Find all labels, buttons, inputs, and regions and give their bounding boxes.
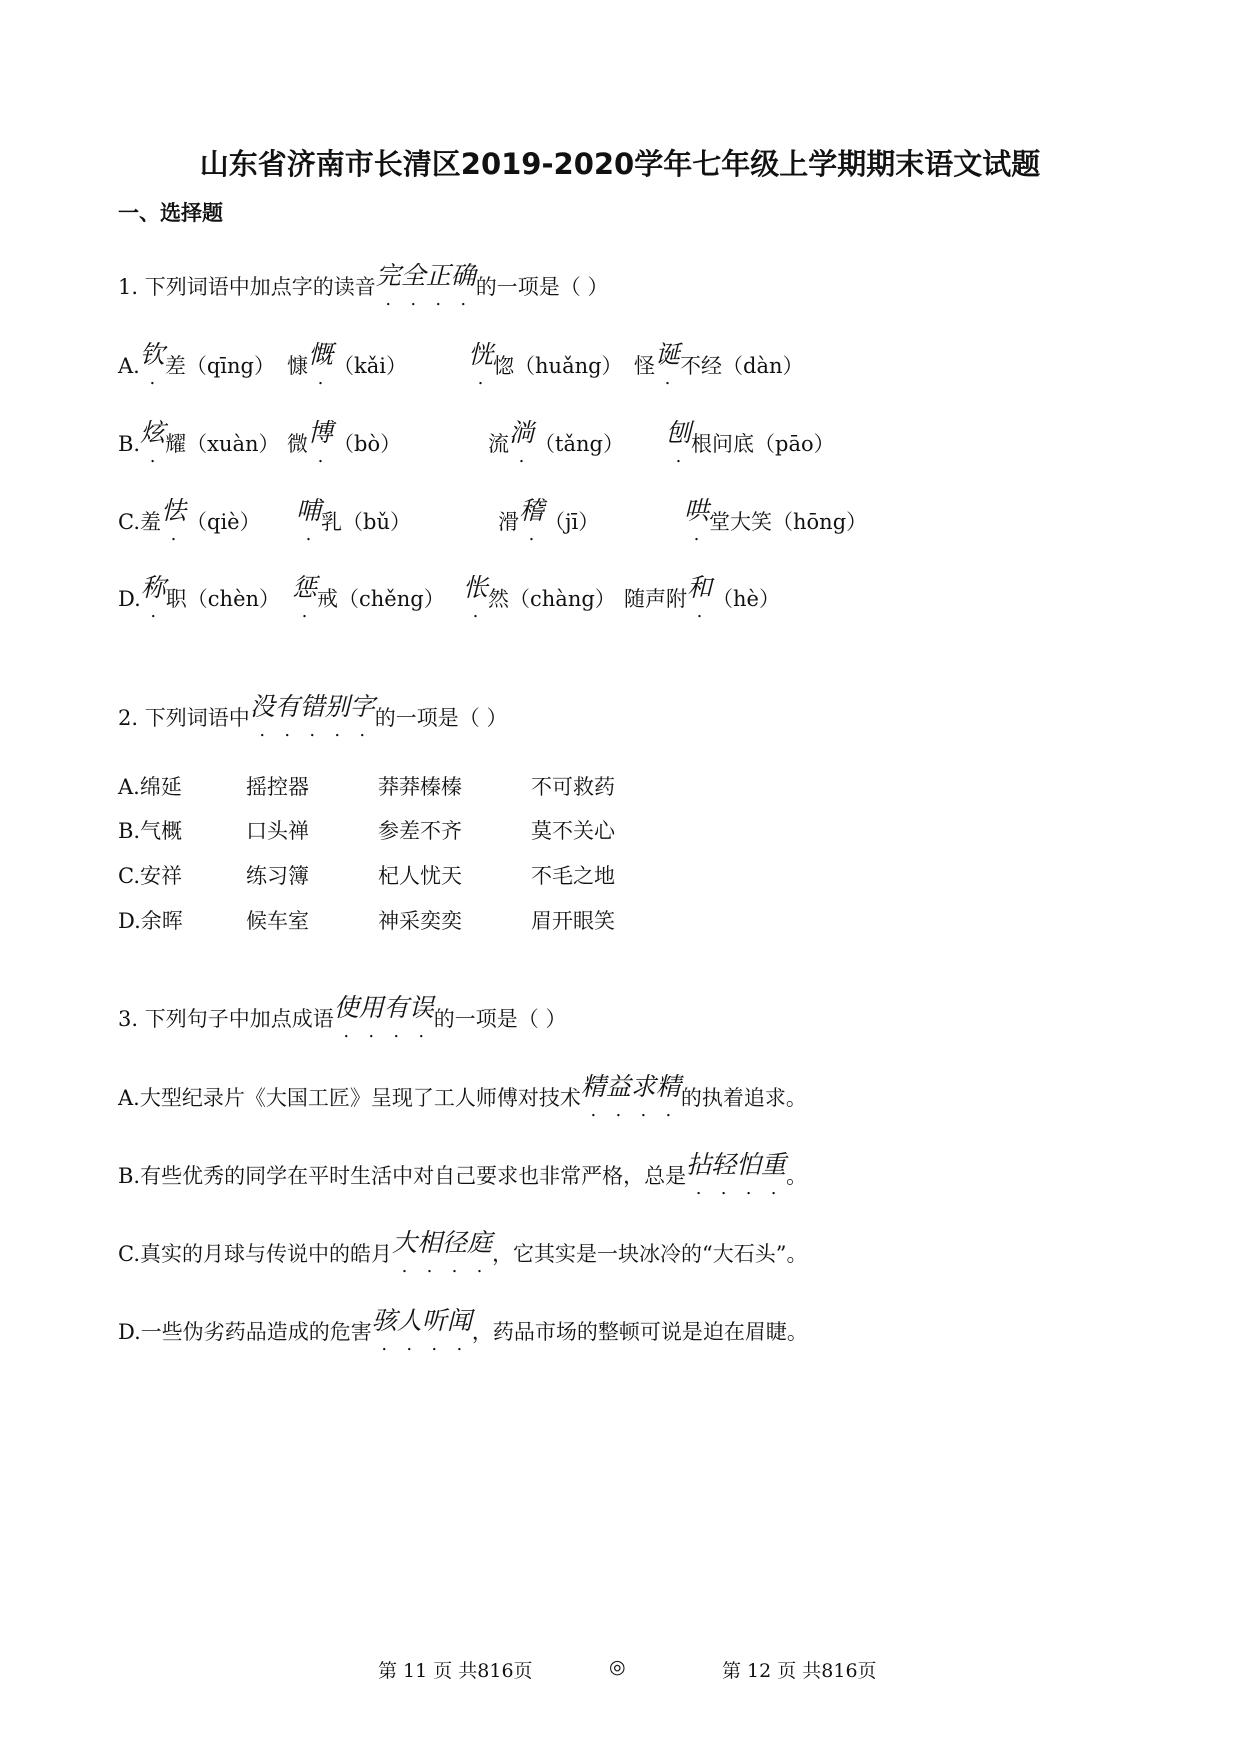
dotted-character [140, 340, 165, 369]
dotted-character [687, 573, 712, 602]
option-label: B. [118, 432, 141, 456]
option-word [684, 496, 868, 537]
question-2-stem-text: 2. 下列词语中 [118, 706, 250, 730]
question-2-word: 眉开眼笑 [531, 909, 615, 933]
idiom-char: 拈 [686, 1150, 712, 1179]
word-emph-char: 恍 [468, 340, 494, 369]
q2-emph-char: 别 [324, 692, 350, 721]
option-word [292, 573, 445, 614]
section-heading: 一、选择题 [118, 201, 223, 225]
question-2-word: 不可救药 [531, 775, 615, 799]
page-title: 山东省济南市长清区2019-2020学年七年级上学期期末语文试题 [199, 147, 1041, 181]
idiom-char: 庭 [467, 1228, 493, 1257]
question-2-word: 口头禅 [246, 819, 309, 843]
option-text-before: A.大型纪录片《大国工匠》呈现了工人师傅对技术 [118, 1086, 581, 1110]
question-1-stem-emphasis [376, 261, 476, 290]
footer-left-page: 第 11 页 共816页 [378, 1660, 533, 1682]
question-2-option-row [118, 771, 818, 801]
word-emph-char: 惩 [292, 573, 318, 602]
dotted-character [468, 340, 493, 369]
dotted-character [308, 418, 333, 447]
dotted-character [308, 340, 333, 369]
word-rest: 不经（dàn） [680, 354, 804, 378]
idiom-char: 益 [605, 1072, 631, 1101]
question-2-word: 摇控器 [246, 775, 309, 799]
word-rest: 乳（bǔ） [321, 510, 411, 534]
word-prefix: 羞 [140, 510, 161, 534]
word-emph-char: 刨 [666, 418, 692, 447]
idiom-char: 相 [417, 1228, 443, 1257]
question-2-word: 不毛之地 [531, 864, 615, 888]
question-3-stem-emphasis [334, 993, 434, 1022]
q2-emph-char: 字 [349, 692, 375, 721]
option-text-before: D.一些伪劣药品造成的危害 [118, 1320, 372, 1344]
idiom-char: 重 [761, 1150, 787, 1179]
option-word [624, 573, 780, 614]
q2-emph-char: 没 [249, 692, 275, 721]
word-emph-char: 哄 [684, 496, 710, 525]
idiom-char: 人 [396, 1306, 422, 1335]
word-emph-char: 博 [308, 418, 334, 447]
word-emph-char: 钦 [139, 340, 165, 369]
option-word [463, 573, 616, 614]
question-3-stem [118, 993, 567, 1034]
dotted-character [161, 496, 186, 525]
idiom-char: 轻 [711, 1150, 737, 1179]
idiom-char: 径 [442, 1228, 468, 1257]
dotted-character [463, 573, 488, 602]
word-rest: （kǎi） [333, 354, 407, 378]
option-label: C. [118, 510, 140, 534]
dotted-character [296, 496, 321, 525]
idiom-char: 怕 [736, 1150, 762, 1179]
word-emph-char: 怅 [463, 573, 489, 602]
option-word [287, 340, 407, 381]
word-prefix: 微 [287, 432, 308, 456]
q3-emph-char: 误 [408, 993, 434, 1022]
word-rest: （qiè） [186, 510, 261, 534]
option-word [666, 418, 835, 459]
word-emph-char: 怯 [161, 496, 187, 525]
question-3-option [118, 1228, 808, 1269]
footer-divider-symbol: ◎ [609, 1656, 626, 1678]
idiom-char: 求 [630, 1072, 656, 1101]
option-text-after: ，药品市场的整顿可说是迫在眉睫。 [471, 1320, 808, 1344]
option-word [287, 418, 402, 459]
word-rest: 戒（chěng） [317, 587, 445, 611]
option-text-after: ，它其实是一块冰冷的“大石头”。 [492, 1242, 808, 1266]
option-word [118, 496, 261, 537]
question-2-option-row [118, 905, 818, 935]
dotted-idiom [686, 1150, 786, 1179]
word-emph-char: 哺 [296, 496, 322, 525]
option-text-before: C.真实的月球与传说中的皓月 [118, 1242, 392, 1266]
word-rest: （hè） [712, 587, 780, 611]
q1-emph-char: 正 [425, 261, 451, 290]
option-text-before: B.有些优秀的同学在平时生活中对自己要求也非常严格，总是 [118, 1164, 687, 1188]
question-3-option [118, 1306, 808, 1347]
dotted-idiom [581, 1072, 681, 1101]
word-emph-char: 诞 [655, 340, 681, 369]
question-2-word: 候车室 [246, 909, 309, 933]
option-word [498, 496, 600, 537]
question-2-word: 莫不关心 [531, 819, 615, 843]
idiom-char: 精 [580, 1072, 606, 1101]
word-rest: （tǎng） [534, 432, 624, 456]
word-prefix: 慷 [287, 354, 308, 378]
question-1-stem [118, 261, 609, 302]
idiom-char: 听 [421, 1306, 447, 1335]
word-emph-char: 稽 [519, 496, 545, 525]
dotted-character [684, 496, 709, 525]
question-2-option-row [118, 860, 818, 890]
q2-emph-char: 错 [299, 692, 325, 721]
word-emph-char: 和 [687, 573, 713, 602]
option-label: D. [118, 587, 141, 611]
dotted-character [666, 418, 691, 447]
footer-right-page: 第 12 页 共816页 [722, 1660, 877, 1682]
question-2-stem-end: 的一项是（ ） [374, 706, 508, 730]
word-prefix: 怪 [634, 354, 655, 378]
option-word [118, 573, 281, 614]
option-word [296, 496, 411, 537]
q1-emph-char: 完 [375, 261, 401, 290]
word-emph-char: 称 [140, 573, 166, 602]
dotted-character [509, 418, 534, 447]
question-3-option [118, 1150, 808, 1191]
question-2-word: 莽莽榛榛 [378, 775, 462, 799]
idiom-char: 精 [655, 1072, 681, 1101]
option-word [118, 418, 280, 459]
dotted-idiom [372, 1306, 472, 1335]
question-2-word: D.余晖 [118, 909, 183, 933]
dotted-character [140, 418, 165, 447]
word-emph-char: 淌 [509, 418, 535, 447]
option-text-after: 。 [786, 1164, 808, 1188]
q1-emph-char: 全 [400, 261, 426, 290]
idiom-char: 大 [392, 1228, 418, 1257]
word-rest: 差（qīng） [164, 354, 275, 378]
question-2-word: 杞人忧天 [378, 864, 462, 888]
word-rest: 耀（xuàn） [165, 432, 280, 456]
q3-emph-char: 使 [333, 993, 359, 1022]
word-rest: 堂大笑（hōng） [709, 510, 868, 534]
word-rest: 职（chèn） [165, 587, 281, 611]
dotted-idiom [392, 1228, 492, 1257]
word-emph-char: 慨 [308, 340, 334, 369]
word-rest: 根问底（pāo） [691, 432, 835, 456]
dotted-character [141, 573, 166, 602]
question-1-stem-text: 1. 下列词语中加点字的读音 [118, 275, 376, 299]
q3-emph-char: 用 [358, 993, 384, 1022]
word-rest: （jī） [544, 510, 600, 534]
question-2-option-row [118, 815, 818, 845]
dotted-character [519, 496, 544, 525]
word-rest: 然（chàng） [488, 587, 616, 611]
option-word [118, 340, 275, 381]
question-3-stem-text: 3. 下列句子中加点成语 [118, 1007, 334, 1031]
q3-emph-char: 有 [383, 993, 409, 1022]
word-emph-char: 炫 [140, 418, 166, 447]
word-rest: 惚（huǎng） [493, 354, 623, 378]
question-2-word: 练习簿 [246, 864, 309, 888]
question-2-word: C.安祥 [118, 864, 182, 888]
idiom-char: 闻 [446, 1306, 472, 1335]
question-3-option [118, 1072, 807, 1113]
question-2-stem [118, 692, 508, 733]
question-2-word: 参差不齐 [378, 819, 462, 843]
option-word [634, 340, 804, 381]
word-prefix: 流 [488, 432, 509, 456]
option-word [468, 340, 623, 381]
page-footer [0, 1656, 1240, 1686]
q1-emph-char: 确 [450, 261, 476, 290]
question-2-word: B.气概 [118, 819, 183, 843]
word-prefix: 滑 [498, 510, 519, 534]
question-3-stem-end: 的一项是（ ） [433, 1007, 567, 1031]
question-1-stem-end: 的一项是（ ） [475, 275, 609, 299]
option-text-after: 的执着追求。 [680, 1086, 807, 1110]
option-label: A. [118, 354, 140, 378]
dotted-character [292, 573, 317, 602]
question-2-stem-emphasis [250, 692, 375, 721]
idiom-char: 骇 [371, 1306, 397, 1335]
question-2-word: A.绵延 [118, 775, 182, 799]
option-word [488, 418, 624, 459]
word-rest: （bò） [333, 432, 402, 456]
question-2-word: 神采奕奕 [378, 909, 462, 933]
word-prefix: 随声附 [624, 587, 687, 611]
q2-emph-char: 有 [274, 692, 300, 721]
dotted-character [655, 340, 680, 369]
